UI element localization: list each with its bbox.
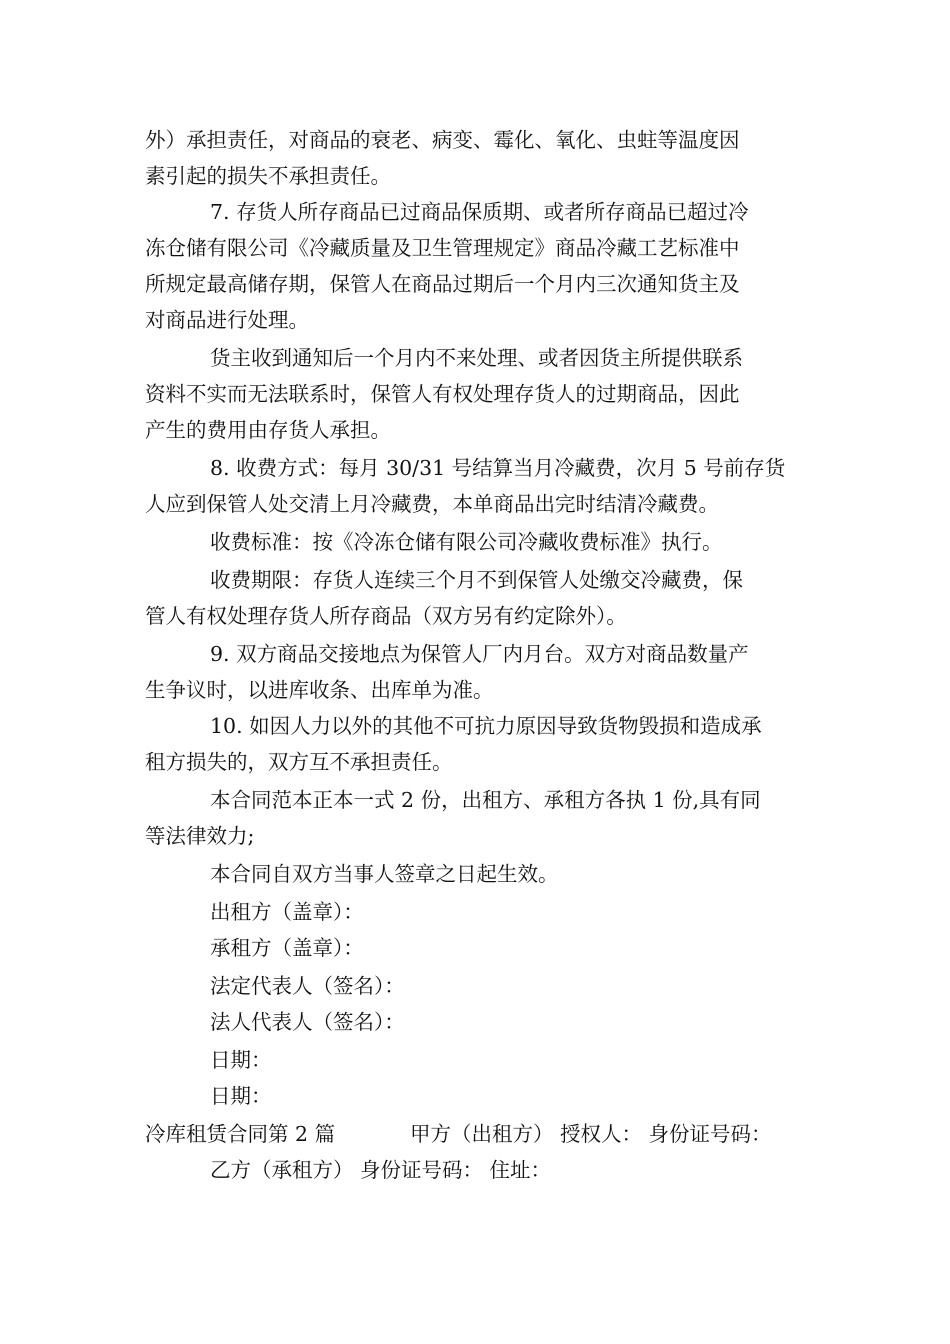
paragraph-line: 生争议时，以进库收条、出库单为准。 bbox=[145, 678, 494, 702]
signature-lessee-seal: 承租方（盖章）： bbox=[210, 936, 364, 960]
date-line: 日期： bbox=[210, 1048, 272, 1072]
paragraph-line: 资料不实而无法联系时，保管人有权处理存货人的过期商品，因此 bbox=[145, 382, 740, 406]
signature-legal-rep: 法定代表人（签名）： bbox=[210, 974, 405, 998]
paragraph-line: 收费标准：按《冷冻仓储有限公司冷藏收费标准》执行。 bbox=[210, 530, 723, 554]
party-a-line: 甲方（出租方） 授权人： 身份证号码： bbox=[410, 1122, 772, 1146]
signature-lessor-seal: 出租方（盖章）： bbox=[210, 900, 364, 924]
section-title: 冷库租赁合同第 2 篇 bbox=[145, 1122, 336, 1146]
party-b-line: 乙方（承租方） 身份证号码： 住址： bbox=[210, 1158, 552, 1182]
date-line: 日期： bbox=[210, 1084, 272, 1108]
clause-7-line: 7. 存货人所存商品已过商品保质期、或者所存商品已超过冷 bbox=[210, 200, 749, 224]
paragraph-line: 货主收到通知后一个月内不来处理、或者因货主所提供联系 bbox=[210, 346, 743, 370]
paragraph-line: 外）承担责任，对商品的衰老、病变、霉化、氧化、虫蛀等温度因 bbox=[145, 128, 740, 152]
paragraph-line: 本合同范本正本一式 2 份，出租方、承租方各执 1 份,具有同 bbox=[210, 788, 761, 812]
clause-8-line: 8. 收费方式：每月 30/31 号结算当月冷藏费，次月 5 号前存货 bbox=[210, 456, 786, 480]
signature-legal-rep-2: 法人代表人（签名）： bbox=[210, 1010, 405, 1034]
paragraph-line: 本合同自双方当事人签章之日起生效。 bbox=[210, 862, 559, 886]
paragraph-line: 所规定最高储存期，保管人在商品过期后一个月内三次通知货主及 bbox=[145, 272, 740, 296]
paragraph-line: 人应到保管人处交清上月冷藏费，本单商品出完时结清冷藏费。 bbox=[145, 492, 719, 516]
paragraph-line: 租方损失的，双方互不承担责任。 bbox=[145, 750, 453, 774]
paragraph-line: 对商品进行处理。 bbox=[145, 308, 309, 332]
paragraph-line: 产生的费用由存货人承担。 bbox=[145, 418, 391, 442]
paragraph-line: 冻仓储有限公司《冷藏质量及卫生管理规定》商品冷藏工艺标准中 bbox=[145, 236, 740, 260]
clause-10-line: 10. 如因人力以外的其他不可抗力原因导致货物毁损和造成承 bbox=[210, 714, 762, 738]
clause-9-line: 9. 双方商品交接地点为保管人厂内月台。双方对商品数量产 bbox=[210, 642, 749, 666]
paragraph-line: 等法律效力; bbox=[145, 824, 255, 848]
paragraph-line: 管人有权处理存货人所存商品（双方另有约定除外）。 bbox=[145, 604, 627, 628]
paragraph-line: 收费期限：存货人连续三个月不到保管人处缴交冷藏费，保 bbox=[210, 568, 743, 592]
paragraph-line: 素引起的损失不承担责任。 bbox=[145, 164, 391, 188]
